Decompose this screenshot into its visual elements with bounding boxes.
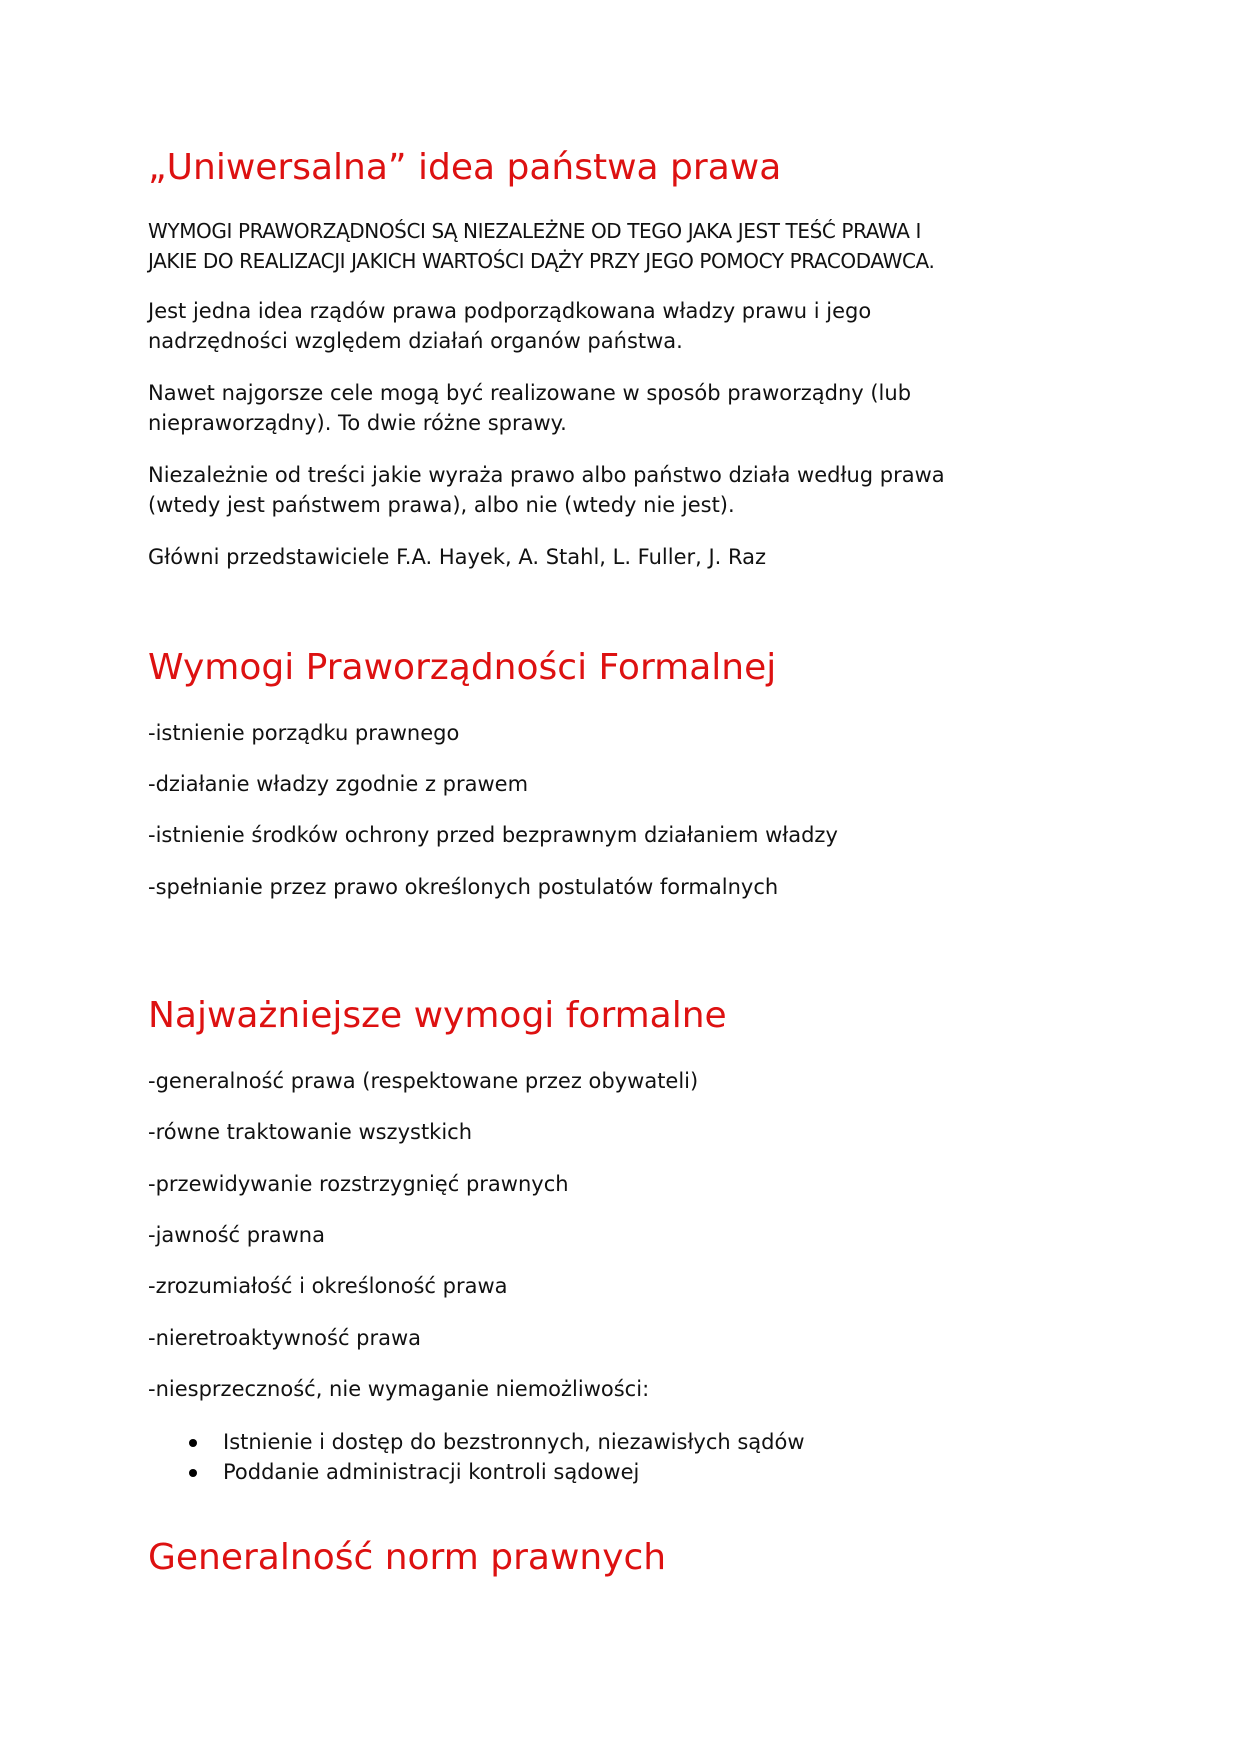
list-item: -działanie władzy zgodnie z prawem	[148, 772, 529, 796]
bullet-text: Poddanie administracji kontroli sądowej	[223, 1460, 640, 1484]
heading-most-important-requirements: Najważniejsze wymogi formalne	[148, 995, 727, 1036]
bullet-list-item	[148, 1427, 805, 1457]
list-item: -jawność prawna	[148, 1223, 325, 1247]
paragraph-4: Główni przedstawiciele F.A. Hayek, A. Stahl, L. Fuller, J. Raz	[148, 545, 767, 569]
list-item: -niesprzeczność, nie wymaganie niemożliwości:	[148, 1377, 650, 1401]
paragraph-3-line-2: (wtedy jest państwem prawa), albo nie (wtedy nie jest).	[148, 493, 735, 517]
list-item: -istnienie środków ochrony przed bezprawnym działaniem władzy	[148, 823, 838, 847]
heading-universal-idea: „Uniwersalna” idea państwa prawa	[148, 147, 782, 188]
paragraph-2-line-2: niepraworządny). To dwie różne sprawy.	[148, 411, 567, 435]
list-item: -generalność prawa (respektowane przez obywateli)	[148, 1069, 699, 1093]
list-item: -istnienie porządku prawnego	[148, 721, 460, 745]
paragraph-1-line-1: Jest jedna idea rządów prawa podporządkowana władzy prawu i jego	[148, 299, 872, 323]
list-item: -zrozumiałość i określoność prawa	[148, 1274, 508, 1298]
bullet-text: Istnienie i dostęp do bezstronnych, niezawisłych sądów	[223, 1430, 805, 1454]
bullet-icon	[189, 1469, 197, 1477]
list-item: -przewidywanie rozstrzygnięć prawnych	[148, 1172, 569, 1196]
paragraph-3-line-1: Niezależnie od treści jakie wyraża prawo albo państwo działa według prawa	[148, 463, 945, 487]
list-item: -równe traktowanie wszystkich	[148, 1120, 473, 1144]
paragraph-2-line-1: Nawet najgorsze cele mogą być realizowane w sposób praworządny (lub	[148, 381, 912, 405]
heading-generality-of-norms: Generalność norm prawnych	[148, 1537, 667, 1578]
heading-formal-requirements: Wymogi Praworządności Formalnej	[148, 647, 777, 688]
paragraph-1-line-2: nadrzędności względem działań organów państwa.	[148, 329, 683, 353]
caps-paragraph-line-1: WYMOGI PRAWORZĄDNOŚCI SĄ NIEZALEŻNE OD TEGO JAKA JEST TEŚĆ PRAWA I	[148, 219, 921, 243]
bullet-list-item	[148, 1457, 805, 1487]
caps-paragraph-line-2: JAKIE DO REALIZACJI JAKICH WARTOŚCI DĄŻY PRZY JEGO POMOCY PRACODAWCA.	[148, 249, 935, 273]
bullet-list	[148, 1427, 805, 1487]
list-item: -nieretroaktywność prawa	[148, 1326, 422, 1350]
list-item: -spełnianie przez prawo określonych postulatów formalnych	[148, 875, 779, 899]
bullet-icon	[189, 1439, 197, 1447]
